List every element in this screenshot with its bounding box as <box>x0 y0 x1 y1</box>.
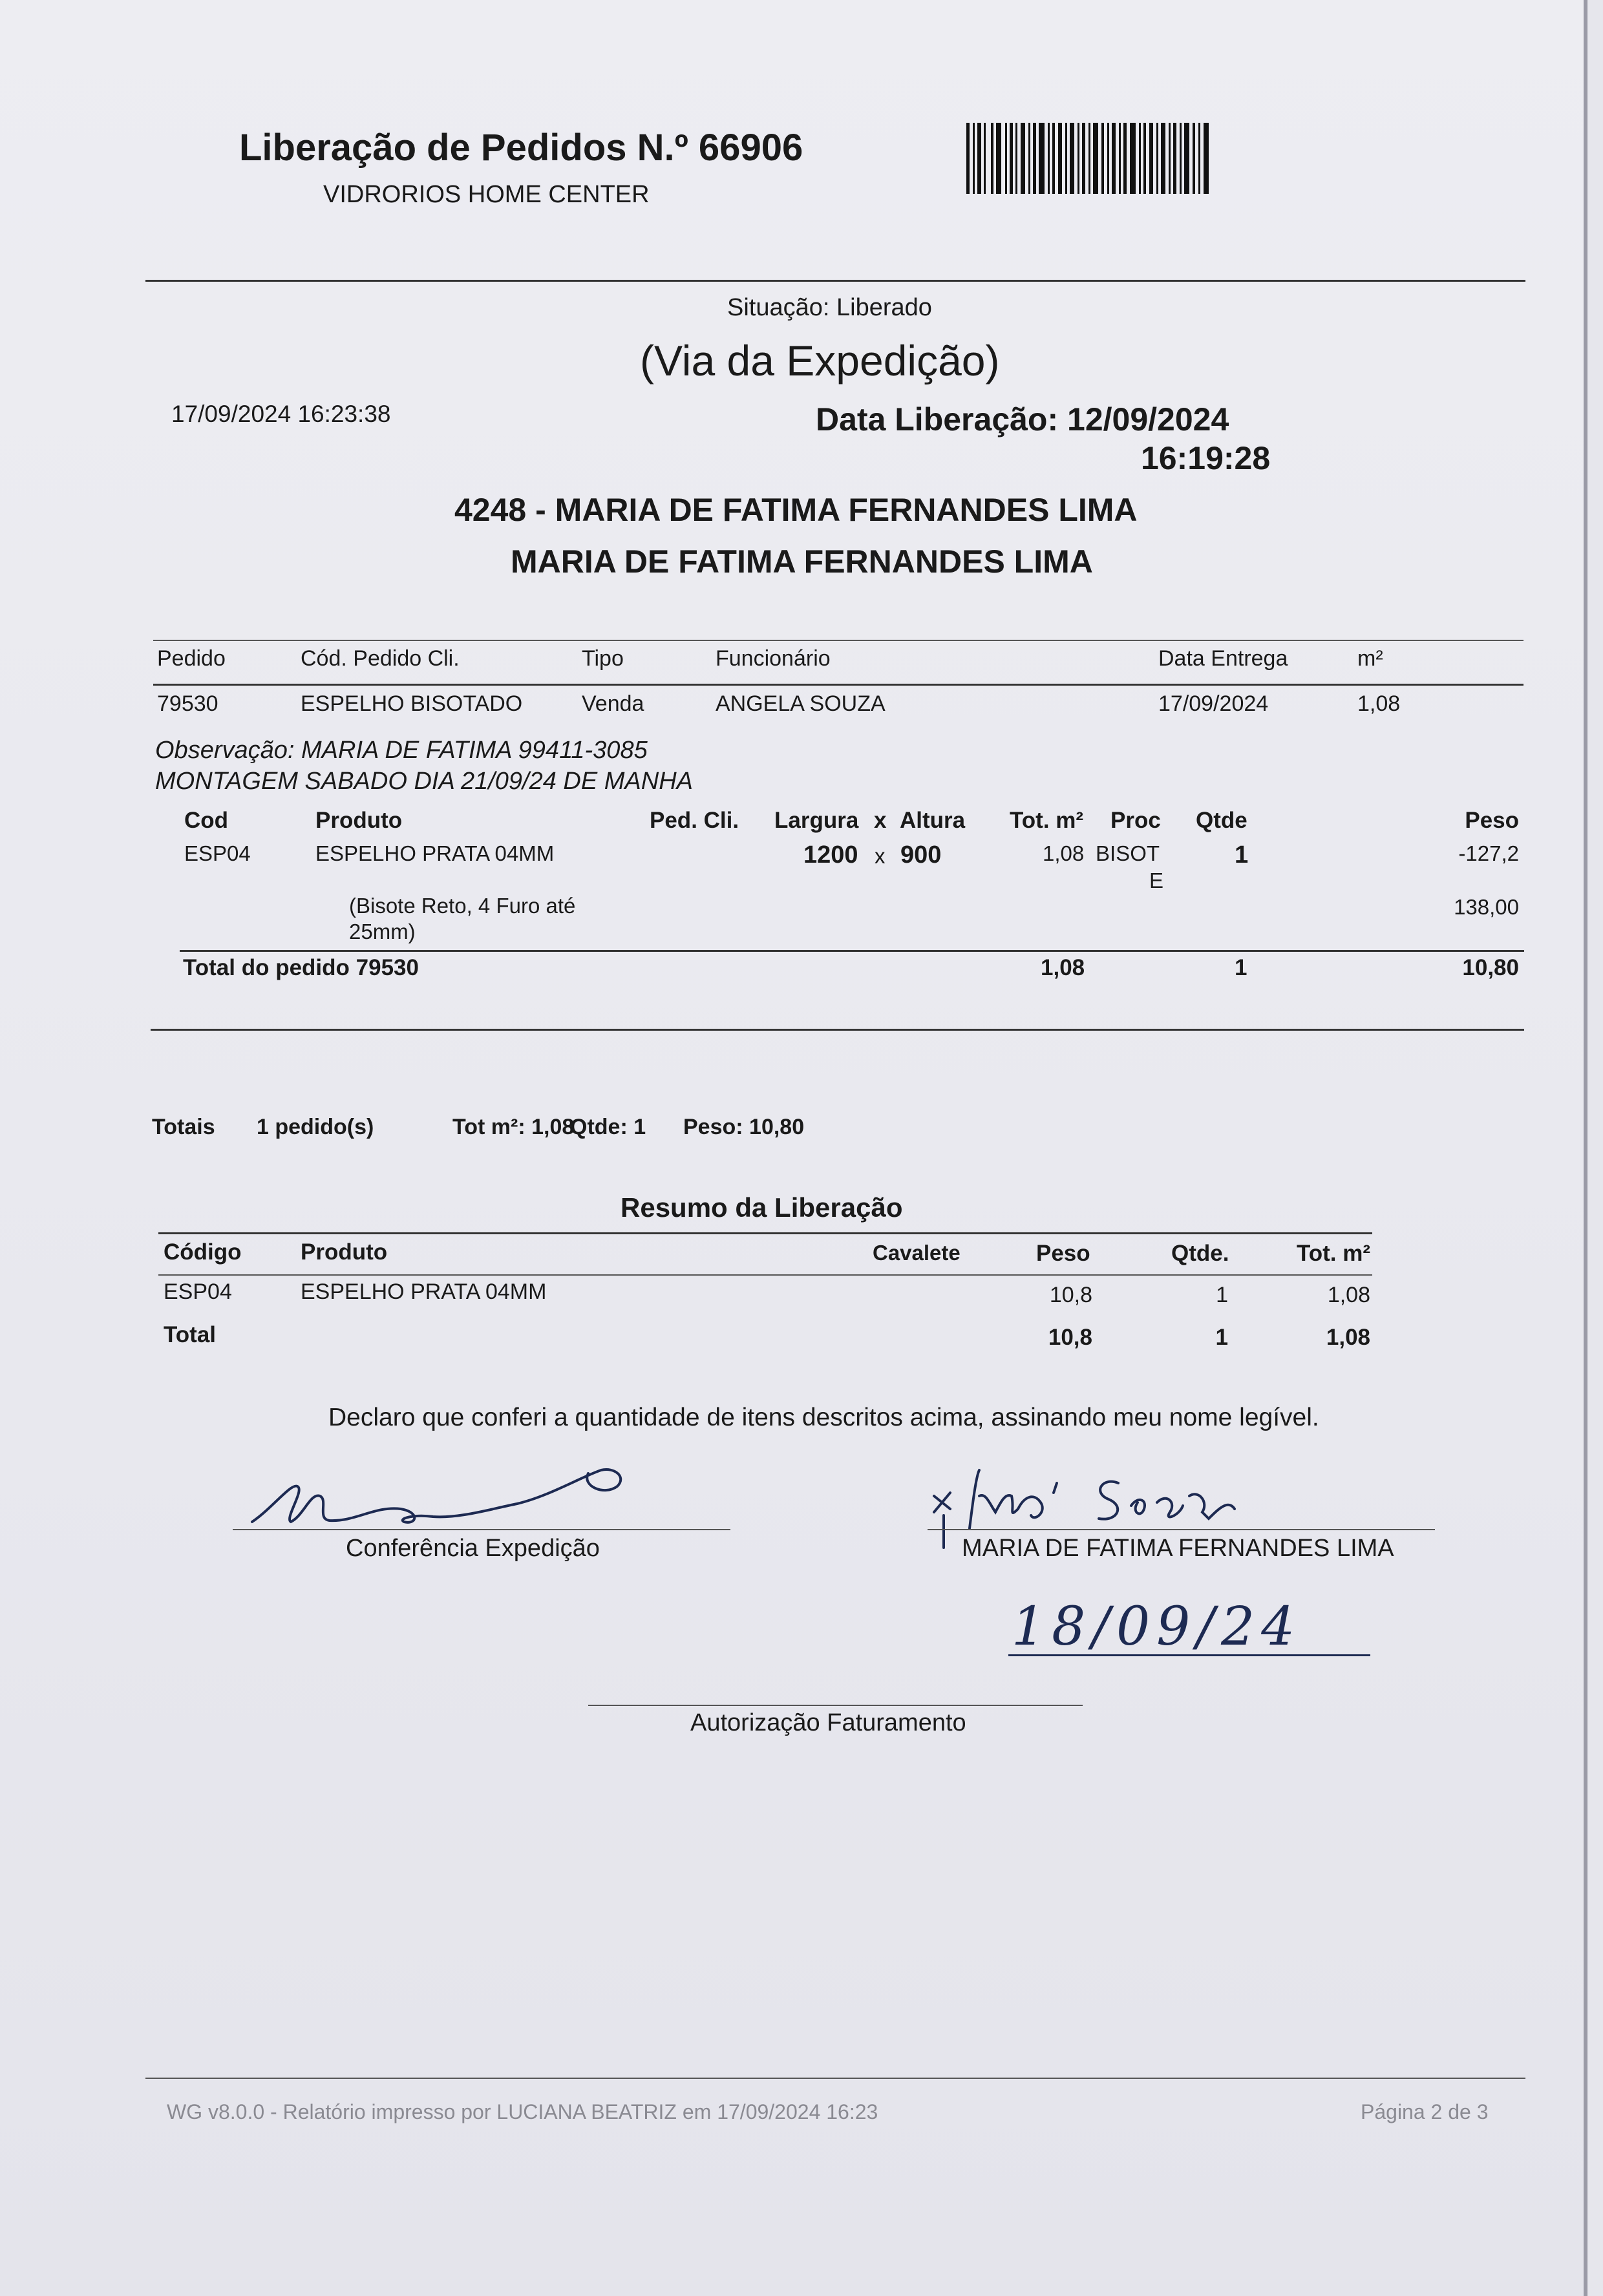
order-total-qtde: 1 <box>1235 955 1247 980</box>
summary-total-tot-m2: 1,08 <box>1326 1325 1370 1350</box>
order-total-peso: 10,80 <box>1462 955 1519 980</box>
signature-line-right <box>928 1529 1435 1530</box>
items-col-largura: Largura <box>774 808 859 833</box>
summary-col-cavalete: Cavalete <box>873 1241 961 1265</box>
item-peso-2: 138,00 <box>1454 895 1519 919</box>
header-divider <box>145 280 1525 282</box>
item-detail-line-2: 25mm) <box>349 920 416 943</box>
release-time: 16:19:28 <box>1141 440 1271 476</box>
items-col-qtde: Qtde <box>1196 808 1247 833</box>
summary-col-peso: Peso <box>1036 1241 1090 1266</box>
declaration-text: Declaro que conferi a quantidade de itens descritos acima, assinando meu nome legível. <box>328 1404 1319 1431</box>
order-total-label: Total do pedido 79530 <box>183 955 419 980</box>
summary-total-label: Total <box>164 1322 217 1347</box>
item-produto: ESPELHO PRATA 04MM <box>315 841 555 865</box>
summary-cell-codigo: ESP04 <box>164 1280 232 1304</box>
item-peso: -127,2 <box>1458 841 1519 865</box>
order-col-funcionario: Funcionário <box>716 646 831 671</box>
items-bottom-divider <box>151 1029 1524 1031</box>
item-x: x <box>875 844 886 868</box>
print-datetime: 17/09/2024 16:23:38 <box>171 401 391 427</box>
footer-left-text: WG v8.0.0 - Relatório impresso por LUCIANA BEATRIZ em 17/09/2024 16:23 <box>167 2100 878 2123</box>
signature-label-right: MARIA DE FATIMA FERNANDES LIMA <box>962 1535 1394 1562</box>
footer-divider <box>145 2078 1525 2079</box>
via-title: (Via da Expedição) <box>640 337 1000 384</box>
signature-label-left: Conferência Expedição <box>346 1535 600 1562</box>
summary-cell-tot-m2: 1,08 <box>1327 1283 1370 1307</box>
summary-total-peso: 10,8 <box>1048 1325 1092 1350</box>
item-detail-line-1: (Bisote Reto, 4 Furo até <box>349 894 576 918</box>
order-cell-m2: 1,08 <box>1357 691 1401 716</box>
document-title: Liberação de Pedidos N.º 66906 <box>239 127 803 169</box>
handwritten-date: 18/09/24 <box>1012 1596 1302 1658</box>
items-col-x: x <box>874 808 887 833</box>
item-largura: 1200 <box>803 841 858 869</box>
totals-tot-m2: Tot m²: 1,08 <box>452 1115 575 1139</box>
order-col-data-entrega: Data Entrega <box>1158 646 1288 671</box>
totals-label: Totais <box>152 1115 215 1139</box>
item-tot-m2: 1,08 <box>1043 841 1085 865</box>
signature-label-bottom: Autorização Faturamento <box>690 1709 966 1736</box>
items-col-produto: Produto <box>315 808 403 833</box>
order-col-pedido: Pedido <box>157 646 226 671</box>
release-date: Data Liberação: 12/09/2024 <box>816 401 1229 437</box>
signature-left <box>246 1457 646 1535</box>
totals-peso: Peso: 10,80 <box>683 1115 805 1139</box>
summary-top-divider <box>158 1232 1372 1234</box>
item-qtde: 1 <box>1235 841 1249 869</box>
order-cell-funcionario: ANGELA SOUZA <box>716 691 886 716</box>
order-col-m2: m² <box>1357 646 1383 671</box>
handwritten-date-underline <box>1008 1654 1370 1656</box>
signature-line-bottom <box>588 1705 1083 1706</box>
summary-total-qtde: 1 <box>1215 1325 1228 1350</box>
totals-qtde: Qtde: 1 <box>570 1115 646 1139</box>
item-proc-line-2: E <box>1149 869 1164 892</box>
items-total-divider <box>180 950 1524 952</box>
order-col-cod-pedido-cli: Cód. Pedido Cli. <box>301 646 460 671</box>
item-proc-line-1: BISOT <box>1096 841 1160 865</box>
observation-line-1: Observação: MARIA DE FATIMA 99411-3085 <box>155 737 648 764</box>
items-col-tot-m2: Tot. m² <box>1010 808 1084 833</box>
order-cell-data-entrega: 17/09/2024 <box>1158 691 1269 716</box>
items-col-cod: Cod <box>184 808 229 833</box>
client-name-code: 4248 - MARIA DE FATIMA FERNANDES LIMA <box>454 492 1138 528</box>
order-total-m2: 1,08 <box>1041 955 1085 980</box>
order-col-tipo: Tipo <box>582 646 624 671</box>
barcode <box>966 123 1209 194</box>
summary-col-tot-m2: Tot. m² <box>1296 1241 1370 1266</box>
items-col-proc: Proc <box>1110 808 1161 833</box>
order-cell-pedido: 79530 <box>157 691 218 716</box>
status-text: Situação: Liberado <box>727 294 932 321</box>
client-name: MARIA DE FATIMA FERNANDES LIMA <box>511 543 1093 580</box>
observation-line-2: MONTAGEM SABADO DIA 21/09/24 DE MANHA <box>155 768 693 795</box>
item-cod: ESP04 <box>184 841 251 865</box>
items-col-peso: Peso <box>1465 808 1519 833</box>
order-cell-tipo: Venda <box>582 691 644 716</box>
footer-page-number: Página 2 de 3 <box>1361 2100 1489 2123</box>
company-name: VIDRORIOS HOME CENTER <box>323 181 650 208</box>
item-altura: 900 <box>900 841 942 869</box>
order-table-header-divider <box>153 684 1523 686</box>
items-col-ped-cli: Ped. Cli. <box>650 808 739 833</box>
summary-cell-qtde: 1 <box>1216 1283 1228 1307</box>
signature-line-left <box>233 1529 730 1530</box>
items-col-altura: Altura <box>900 808 966 833</box>
summary-col-qtde: Qtde. <box>1171 1241 1229 1266</box>
summary-header-divider <box>158 1274 1372 1276</box>
summary-col-codigo: Código <box>164 1239 242 1265</box>
summary-cell-produto: ESPELHO PRATA 04MM <box>301 1280 547 1304</box>
summary-title: Resumo da Liberação <box>621 1192 903 1223</box>
order-table-top <box>153 640 1523 641</box>
summary-cell-peso: 10,8 <box>1049 1283 1092 1307</box>
totals-pedidos: 1 pedido(s) <box>257 1115 374 1139</box>
order-cell-cod-pedido-cli: ESPELHO BISOTADO <box>301 691 523 716</box>
summary-col-produto: Produto <box>301 1239 388 1265</box>
